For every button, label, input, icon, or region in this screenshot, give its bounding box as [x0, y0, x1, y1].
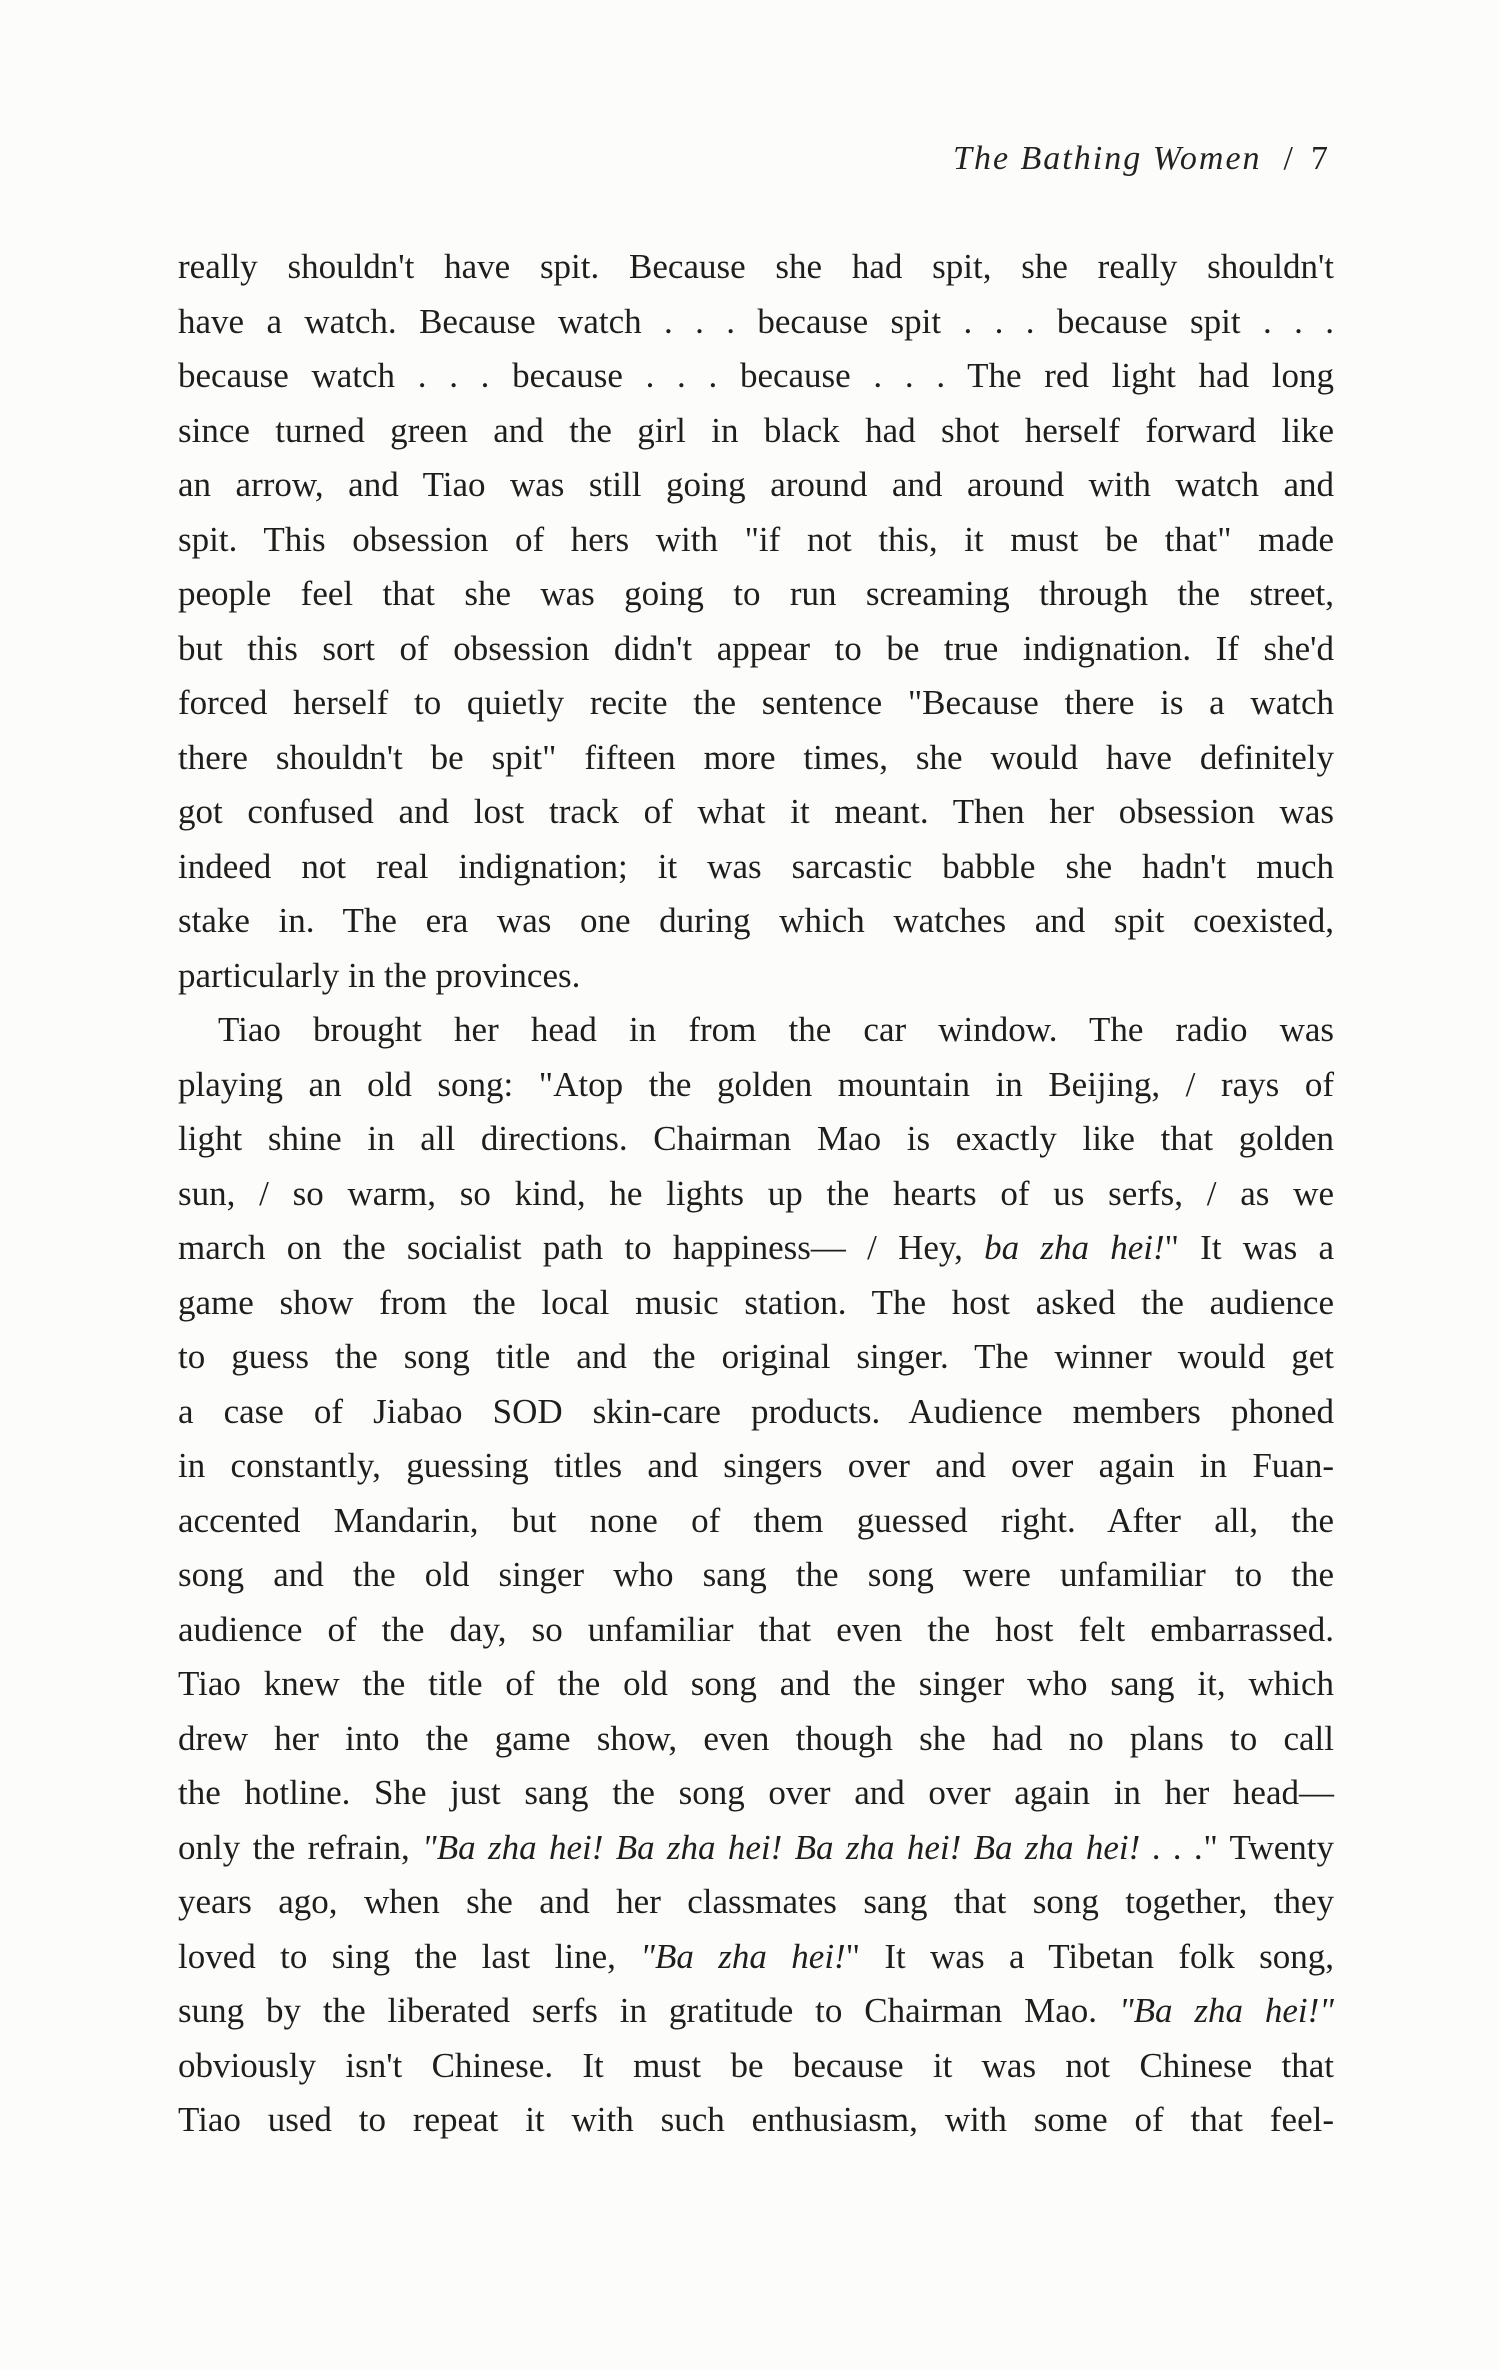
text-line: in constantly, guessing titles and singers over and over again in Fuan- [178, 1446, 1334, 1485]
text-segment: march on the socialist path to happiness— / Hey, [178, 1228, 963, 1267]
text-line: spit. This obsession of hers with "if not this, it must be that" made [178, 519, 1334, 559]
text-segment: " Twenty [1203, 1827, 1335, 1867]
text-line: particularly in the provinces. [178, 955, 581, 995]
text-line: indeed not real indignation; it was sarcastic babble she hadn't much [178, 846, 1334, 886]
text-line: light shine in all directions. Chairman Mao is exactly like that golden [178, 1119, 1334, 1158]
text-line: got confused and lost track of what it meant. Then her obsession was [178, 792, 1334, 831]
text-line: obviously isn't Chinese. It must be because it was not Chinese that [178, 2045, 1334, 2085]
header-separator: / [1283, 140, 1295, 177]
text-line [178, 1984, 1334, 2039]
text-line: but this sort of obsession didn't appear to be true indignation. If she'd [178, 628, 1334, 668]
text-line: Tiao used to repeat it with such enthusiasm, with some of that feel- [178, 2100, 1334, 2139]
text-line: the hotline. She just sang the song over and over again in her head— [178, 1773, 1334, 1812]
text-line: because watch . . . because . . . because . . . The red light had long [178, 356, 1334, 395]
text-line: song and the old singer who sang the song were unfamiliar to the [178, 1555, 1334, 1594]
text-segment: only the refrain, [178, 1827, 423, 1867]
text-line: accented Mandarin, but none of them guessed right. After all, the [178, 1500, 1334, 1540]
text-line: since turned green and the girl in black had shot herself forward like [178, 410, 1334, 450]
text-line: years ago, when she and her classmates sang that song together, they [178, 1882, 1334, 1921]
text-line: really shouldn't have spit. Because she had spit, she really shouldn't [178, 247, 1334, 286]
text-line: an arrow, and Tiao was still going around and around with watch and [178, 465, 1334, 504]
italic-phrase: ba zha hei! [984, 1228, 1165, 1267]
text-line: a case of Jiabao SOD skin-care products. Audience members phoned [178, 1391, 1334, 1431]
text-line [178, 1821, 1334, 1876]
text-line: to guess the song title and the original singer. The winner would get [178, 1337, 1334, 1376]
text-line: game show from the local music station. The host asked the audience [178, 1282, 1334, 1322]
book-title: The Bathing Women [953, 140, 1262, 177]
text-line: there shouldn't be spit" fifteen more times, she would have definitely [178, 737, 1334, 777]
text-segment: sung by the liberated serfs in gratitude to Chairman Mao. [178, 1991, 1119, 2030]
text-line: playing an old song: "Atop the golden mountain in Beijing, / rays of [178, 1064, 1334, 1104]
body-text [178, 240, 1334, 2148]
text-line: audience of the day, so unfamiliar that even the host felt embarrassed. [178, 1609, 1334, 1649]
text-line: sun, / so warm, so kind, he lights up the hearts of us serfs, / as we [178, 1173, 1334, 1213]
text-segment: loved to sing the last line, [178, 1936, 641, 1976]
running-head [953, 140, 1330, 178]
text-line: stake in. The era was one during which watches and spit coexisted, [178, 901, 1334, 940]
text-line [178, 1930, 1334, 1985]
text-line: people feel that she was going to run screaming through the street, [178, 574, 1334, 613]
text-segment: " It was a Tibetan folk song, [845, 1936, 1334, 1976]
page-number: 7 [1311, 140, 1330, 177]
italic-phrase: "Ba zha hei!" [1118, 1991, 1334, 2030]
text-line: have a watch. Because watch . . . because spit . . . because spit . . . [178, 301, 1334, 341]
italic-phrase: "Ba zha hei! Ba zha hei! Ba zha hei! Ba zha hei! . . . [422, 1827, 1204, 1867]
text-line [178, 1221, 1334, 1276]
text-line: Tiao knew the title of the old song and the singer who sang it, which [178, 1664, 1334, 1703]
paragraph-1 [178, 240, 1334, 1003]
paragraph-2 [178, 1003, 1334, 2148]
text-line: Tiao brought her head in from the car window. The radio was [218, 1010, 1334, 1049]
text-line: drew her into the game show, even though she had no plans to call [178, 1718, 1334, 1758]
italic-phrase: "Ba zha hei! [640, 1936, 846, 1976]
text-segment: " It was a [1164, 1228, 1334, 1267]
text-line: forced herself to quietly recite the sentence "Because there is a watch [178, 683, 1334, 722]
